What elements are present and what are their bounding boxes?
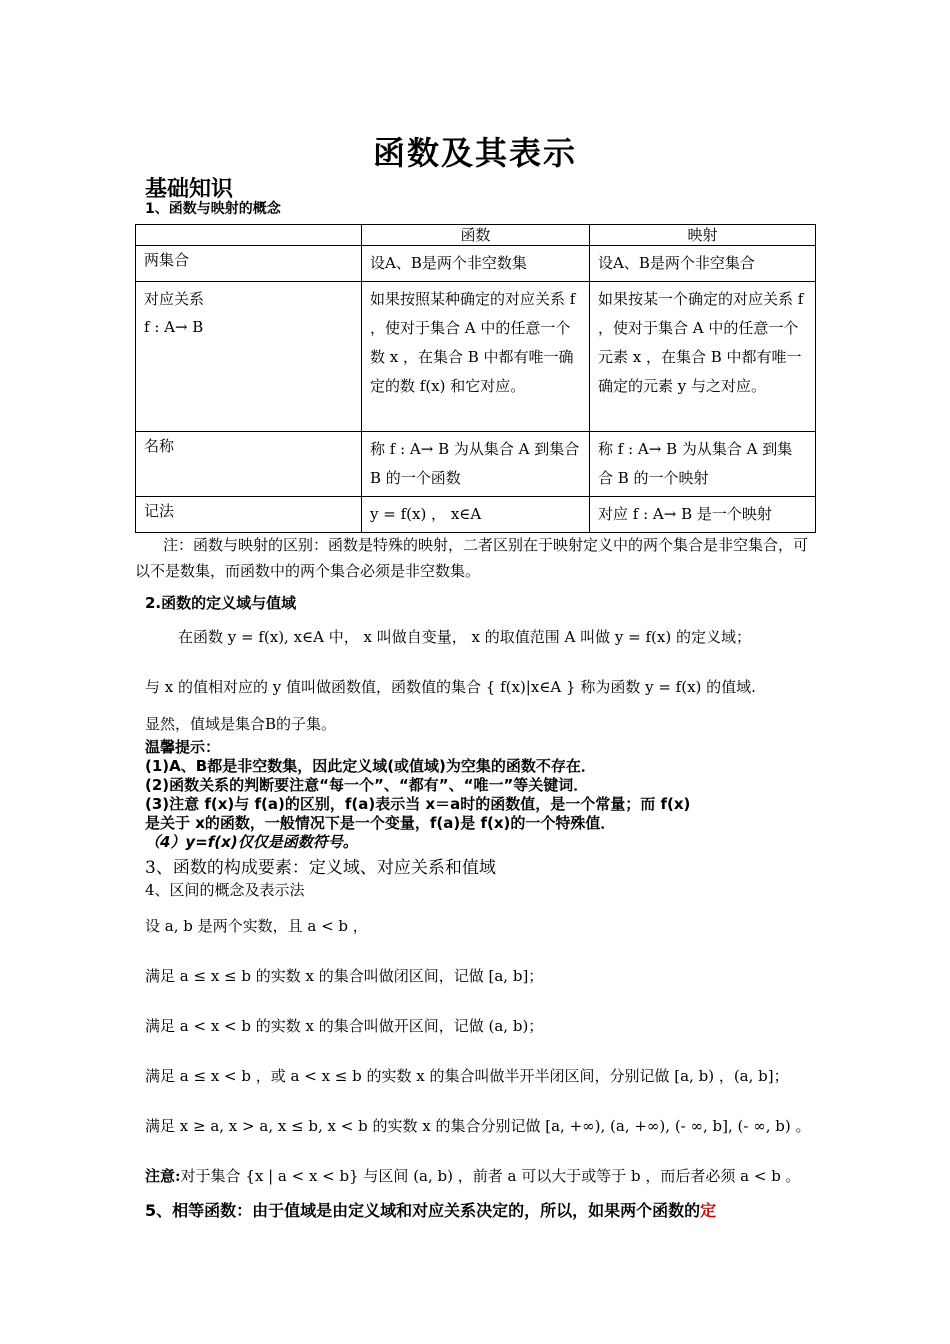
table-row [136, 246, 816, 282]
interval-note [145, 1165, 801, 1186]
table-cell: 记法 [136, 497, 362, 533]
tip-item: 是关于 x的函数，一般情况下是一个变量，f(a)是 f(x)的一个特殊值． [145, 814, 616, 832]
table-cell: 如果按某一个确定的对应关系 f ，使对于集合 A 中的任意一个元素 x ，在集合 B 中都有唯一确定的元素 y 与之对应。 [590, 282, 816, 432]
range-definition: 与 x 的值相对应的 y 值叫做函数值，函数值的集合 { f(x)|x∈A } 称为函数 y = f(x) 的值域. [145, 678, 756, 696]
equal-functions-line [145, 1198, 716, 1221]
table-cell: 名称 [136, 432, 362, 497]
interval-line: 满足 a < x < b 的实数 x 的集合叫做开区间，记做 (a, b)； [145, 1017, 544, 1035]
domain-definition: 在函数 y = f(x), x∈A 中， x 叫做自变量， x 的取值范围 A 叫做 y = f(x) 的定义域； [178, 628, 751, 646]
table-cell: 设A、B是两个非空数集 [362, 246, 590, 282]
table-header-row [136, 225, 816, 246]
table-cell: 称 f : A→ B 为从集合 A 到集合 B 的一个函数 [362, 432, 590, 497]
table-row [136, 432, 816, 497]
table-header-cell [136, 225, 362, 246]
function-elements: 3、函数的构成要素：定义域、对应关系和值域 [145, 858, 496, 878]
table-row [136, 282, 816, 432]
table-cell: y = f(x) ， x∈A [362, 497, 590, 533]
equal-functions-text: 5、相等函数：由于值域是由定义域和对应关系决定的，所以，如果两个函数的 [145, 1201, 701, 1220]
interval-note-label: 注意: [145, 1167, 181, 1185]
table-cell: 对应关系 f : A→ B [136, 282, 362, 432]
subheading-function-mapping: 1、函数与映射的概念 [145, 201, 281, 217]
interval-line: 设 a, b 是两个实数，且 a < b ， [145, 917, 368, 935]
table-cell: 如果按照某种确定的对应关系 f ，使对于集合 A 中的任意一个数 x ，在集合 B 中都有唯一确定的数 f(x) 和它对应。 [362, 282, 590, 432]
interval-line: 满足 a ≤ x < b ，或 a < x ≤ b 的实数 x 的集合叫做半开半闭区间，分别记做 [a, b) ，(a, b]； [145, 1067, 789, 1085]
range-subset-remark: 显然，值域是集合B的子集。 [145, 715, 337, 733]
interval-line: 满足 x ≥ a, x > a, x ≤ b, x < b 的实数 x 的集合分别记做 [a, +∞), (a, +∞), (- ∞, b], (- ∞, b) 。 [145, 1117, 811, 1135]
table-cell: 称 f : A→ B 为从集合 A 到集合 B 的一个映射 [590, 432, 816, 497]
tips-heading: 温馨提示： [145, 738, 221, 756]
interval-note-text: 对于集合 {x | a < x < b} 与区间 (a, b) ，前者 a 可以大于或等于 b ，而后者必须 a < b 。 [180, 1167, 801, 1185]
table-row [136, 497, 816, 533]
tip-item: (2)函数关系的判断要注意“每一个”、“都有”、“唯一”等关键词． [145, 776, 589, 794]
tip-item: (1)A、B都是非空数集，因此定义域(或值域)为空集的函数不存在． [145, 757, 596, 775]
equal-functions-red-char: 定 [700, 1201, 717, 1220]
tip-item: (3)注意 f(x)与 f(a)的区别，f(a)表示当 x＝a时的函数值，是一个常量；而 f(x) [145, 795, 691, 813]
interval-line: 满足 a ≤ x ≤ b 的实数 x 的集合叫做闭区间，记做 [a, b]； [145, 967, 544, 985]
section-heading-domain-range: 2.函数的定义域与值域 [145, 594, 297, 612]
section-heading-intervals: 4、区间的概念及表示法 [145, 881, 305, 899]
table-cell: 两集合 [136, 246, 362, 282]
table-cell: 对应 f : A→ B 是一个映射 [590, 497, 816, 533]
section-heading-basics: 基础知识 [145, 177, 234, 202]
function-mapping-note: 注：函数与映射的区别：函数是特殊的映射，二者区别在于映射定义中的两个集合是非空集合，可以不是数集，而函数中的两个集合必须是非空数集。 [135, 536, 809, 580]
table-header-cell: 映射 [590, 225, 816, 246]
page-title: 函数及其表示 [372, 134, 577, 172]
comparison-table [135, 224, 816, 533]
table-header-cell: 函数 [362, 225, 590, 246]
tip-item: （4）y=f(x)仅仅是函数符号。 [145, 833, 358, 851]
table-cell: 设A、B是两个非空集合 [590, 246, 816, 282]
